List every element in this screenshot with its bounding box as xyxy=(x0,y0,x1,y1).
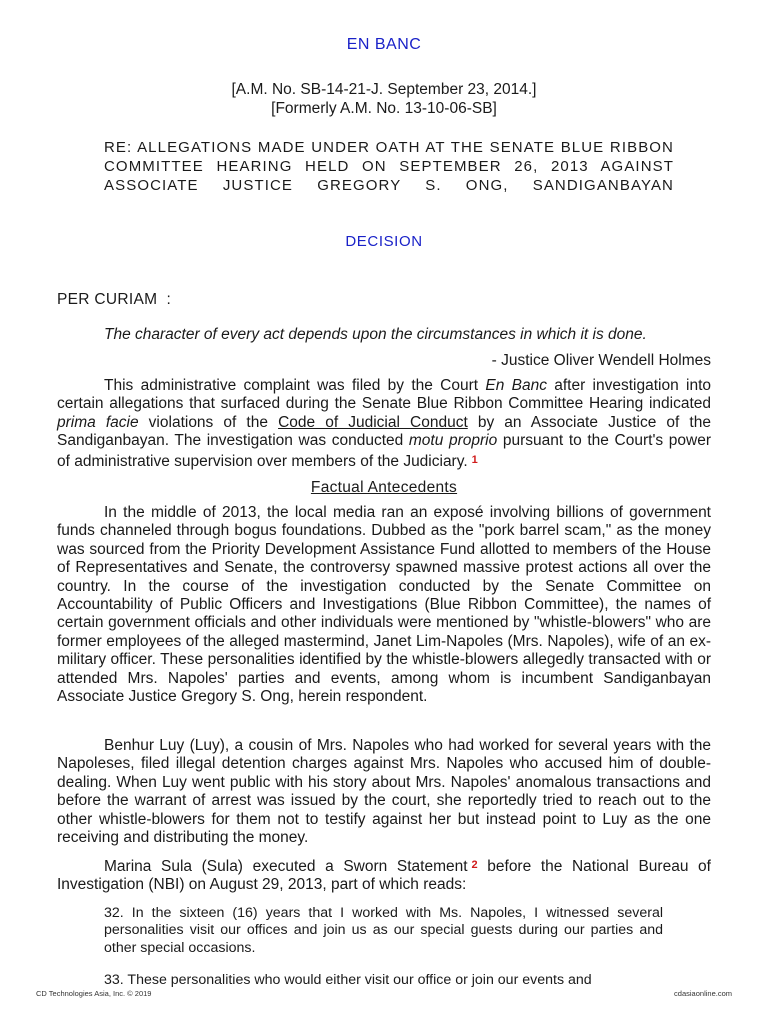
footer-copyright: CD Technologies Asia, Inc. © 2019 xyxy=(36,989,152,998)
footer-website: cdasiaonline.com xyxy=(674,989,732,998)
footnote-1-link[interactable]: 1 xyxy=(471,453,478,466)
section-heading xyxy=(0,479,768,497)
footnote-2-link[interactable]: 2 xyxy=(471,859,478,871)
paragraph-luy: Benhur Luy (Luy), a cousin of Mrs. Napoles who had worked for several years with the Napoleses, filed illegal detention charges against Mrs. Napoles who accused him of double-dealing. When Luy went public with his story about Mrs. Napoles' anomalous transactions and before the warrant of arrest was issued by the court, she reportedly tried to reach out to the other whistle-blowers for them not to testify against her but instead point to Luy as the one receiving and distributing the money. xyxy=(57,737,711,847)
blockquote-item-32: 32. In the sixteen (16) years that I worked with Ms. Napoles, I witnessed several personalities visit our offices and join us as our special guests during our parties and other special occasions. xyxy=(104,905,663,956)
text-run: pursuant to the Court's power of administrative supervision over members of the Judiciary. xyxy=(57,432,712,470)
case-number: [A.M. No. SB-14-21-J. September 23, 2014.] xyxy=(231,81,537,98)
former-case-number: [Formerly A.M. No. 13-10-06-SB] xyxy=(271,100,497,117)
per-curiam-text: PER CURIAM xyxy=(57,291,158,308)
per-curiam-label xyxy=(57,291,171,309)
text-run-italic: prima facie xyxy=(57,413,139,431)
paragraph-intro xyxy=(57,377,711,471)
text-run: Marina Sula (Sula) executed a Sworn Statement xyxy=(104,858,468,875)
case-title: RE: ALLEGATIONS MADE UNDER OATH AT THE SENATE BLUE RIBBON COMMITTEE HEARING HELD ON SEPTEMBER 26, 2013 AGAINST ASSOCIATE JUSTICE GREGORY S. ONG, SANDIGANBAYAN xyxy=(104,139,674,194)
text-run: This administrative complaint was filed by the Court xyxy=(104,377,486,394)
section-heading-text: Factual Antecedents xyxy=(310,479,458,496)
text-run: by an Associate Justice of the Sandiganbayan. The investigation was conducted xyxy=(57,413,711,450)
court-division: EN BANC xyxy=(346,36,422,53)
blockquote-item-33: 33. These personalities who would either visit our office or join our events and xyxy=(104,972,592,988)
per-curiam-colon: : xyxy=(166,291,172,308)
text-run-italic: motu proprio xyxy=(408,432,498,450)
text-run: violations of the xyxy=(138,413,279,431)
code-of-judicial-conduct-link[interactable]: Code of Judicial Conduct xyxy=(278,413,468,431)
case-number-block xyxy=(0,80,768,118)
text-run: before the National Bureau of Investigation (NBI) on August 29, 2013, part of which reads: xyxy=(57,858,711,894)
paragraph-sula xyxy=(57,856,711,895)
paragraph-antecedents: In the middle of 2013, the local media ran an exposé involving billions of government funds channeled through bogus foundations. Dubbed as the "pork barrel scam," as the money was sourced from the Priority Development Assistance Fund allotted to members of the House of Representatives and Senate, the controversy spawned massive protest actions all over the country. In the course of the investigation conducted by the Senate Committee on Accountability of Public Officers and Investigations (Blue Ribbon Committee), the names of certain government officials and other individuals were mentioned by "whistle-blowers" who are former employees of the alleged mastermind, Janet Lim-Napoles (Mrs. Napoles), wife of an ex-military officer. These personalities identified by the whistle-blowers allegedly transacted with or attended Mrs. Napoles' parties and events, among whom is incumbent Sandiganbayan Associate Justice Gregory S. Ong, herein respondent. xyxy=(57,504,711,706)
decision-heading: DECISION xyxy=(345,233,423,250)
epigraph-attribution: - Justice Oliver Wendell Holmes xyxy=(491,352,711,369)
text-run-italic: En Banc xyxy=(485,377,547,394)
text-run: after investigation into certain allegations that surfaced during the Senate Blue Ribbon Committee Hearing indicated xyxy=(57,377,711,413)
epigraph-quote: The character of every act depends upon the circumstances in which it is done. xyxy=(104,326,647,343)
